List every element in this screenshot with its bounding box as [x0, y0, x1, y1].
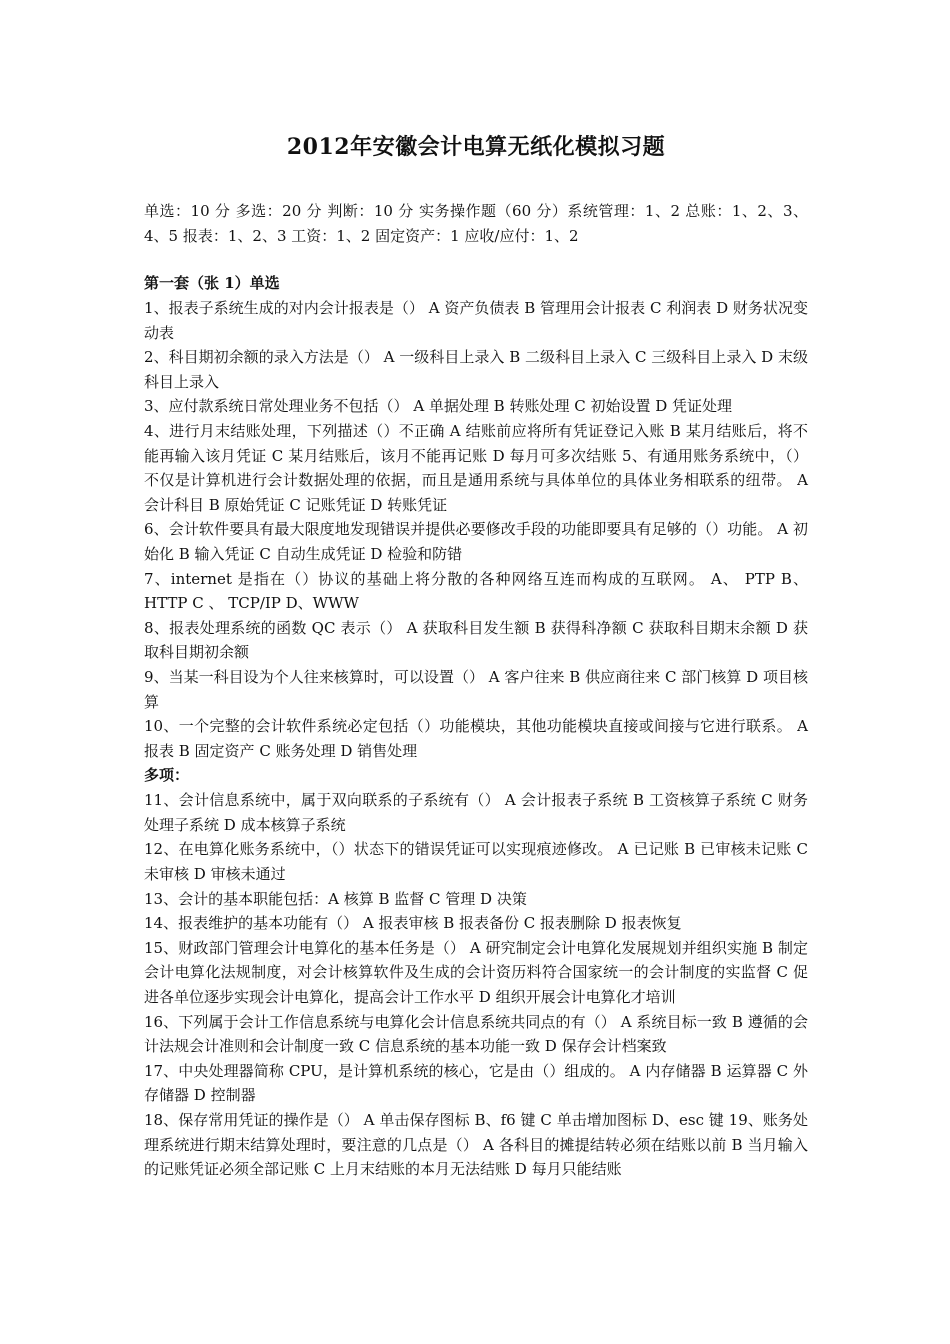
question-4-5: 4、进行月末结账处理，下列描述（）不正确 A 结账前应将所有凭证登记入账 B 某月结账后，将不能再输入该月凭证 C 某月结账后，该月不能再记账 D 每月可多次结账 5、有通用账务系统中，（）不仅是计算机进行会计数据处理的依据，而且是通用系统与具体单位的具体业务相联系的纽带。 A 会计科目 B 原始凭证 C 记账凭证 D 转账凭证 [144, 421, 808, 514]
question-12: 12、在电算化账务系统中，（）状态下的错误凭证可以实现痕迹修改。 A 已记账 B 已审核未记账 C 未审核 D 审核未通过 [144, 840, 808, 884]
section-heading-multi: 多项： [144, 766, 190, 785]
question-17: 17、中央处理器简称 CPU，是计算机系统的核心，它是由（）组成的。 A 内存储器 B 运算器 C 外存储器 D 控制器 [144, 1061, 808, 1105]
document-title: 2012年安徽会计电算无纸化模拟习题 [286, 134, 666, 160]
score-summary: 单选：10 分 多选：20 分 判断：10 分 实务操作题（60 分）系统管理：1、2 总账：1、2、3、4、5 报表：1、2、3 工资：1、2 固定资产：1 应收/应付：1、2 [144, 202, 808, 245]
question-14: 14、报表维护的基本功能有（） A 报表审核 B 报表备份 C 报表删除 D 报表恢复 [144, 914, 682, 933]
question-11: 11、会计信息系统中，属于双向联系的子系统有（） A 会计报表子系统 B 工资核算子系统 C 财务处理子系统 D 成本核算子系统 [144, 791, 808, 834]
question-9: 9、当某一科目设为个人往来核算时，可以设置（） A 客户往来 B 供应商往来 C 部门核算 D 项目核算 [144, 667, 808, 711]
question-10: 10、一个完整的会计软件系统必定包括（）功能模块，其他功能模块直接或间接与它进行联系。 A 报表 B 固定资产 C 账务处理 D 销售处理 [144, 717, 808, 760]
document-page [144, 130, 808, 1182]
question-6: 6、会计软件要具有最大限度地发现错误并提供必要修改手段的功能即要具有足够的（）功能。 A 初始化 B 输入凭证 C 自动生成凭证 D 检验和防错 [144, 520, 808, 563]
question-2: 2、科目期初余额的录入方法是（） A 一级科目上录入 B 二级科目上录入 C 三级科目上录入 D 末级科目上录入 [144, 348, 808, 391]
question-18-19: 18、保存常用凭证的操作是（） A 单击保存图标 B、f6 键 C 单击增加图标 D、esc 键 19、账务处理系统进行期末结算处理时，要注意的几点是（） A 各科目的摊提结转必须在结账以前 B 当月输入的记账凭证必须全部记账 C 上月末结账的本月无法结账 D 每月只能结账 [144, 1111, 808, 1179]
section-heading-single: 第一套（张 1）单选 [144, 274, 280, 292]
question-15: 15、财政部门管理会计电算化的基本任务是（） A 研究制定会计电算化发展规划并组织实施 B 制定会计电算化法规制度，对会计核算软件及生成的会计资历料符合国家统一的会计制度的实监督 C 促进各单位逐步实现会计电算化，提高会计工作水平 D 组织开展会计电算化才培训 [144, 938, 808, 1007]
question-7: 7、internet 是指在（）协议的基础上将分散的各种网络互连而构成的互联网。 A、 PTP B、 HTTP C 、 TCP/IP D、WWW [144, 569, 808, 613]
question-16: 16、下列属于会计工作信息系统与电算化会计信息系统共同点的有（） A 系统目标一致 B 遵循的会计法规会计准则和会计制度一致 C 信息系统的基本功能一致 D 保存会计档案致 [144, 1012, 808, 1056]
question-3: 3、应付款系统日常处理业务不包括（） A 单据处理 B 转账处理 C 初始设置 D 凭证处理 [144, 397, 733, 416]
question-8: 8、报表处理系统的函数 QC 表示（） A 获取科目发生额 B 获得科净额 C 获取科目期末余额 D 获取科目期初余额 [144, 618, 808, 662]
question-1: 1、报表子系统生成的对内会计报表是（） A 资产负债表 B 管理用会计报表 C 利润表 D 财务状况变动表 [144, 299, 808, 342]
question-13: 13、会计的基本职能包括：A 核算 B 监督 C 管理 D 决策 [144, 889, 527, 908]
